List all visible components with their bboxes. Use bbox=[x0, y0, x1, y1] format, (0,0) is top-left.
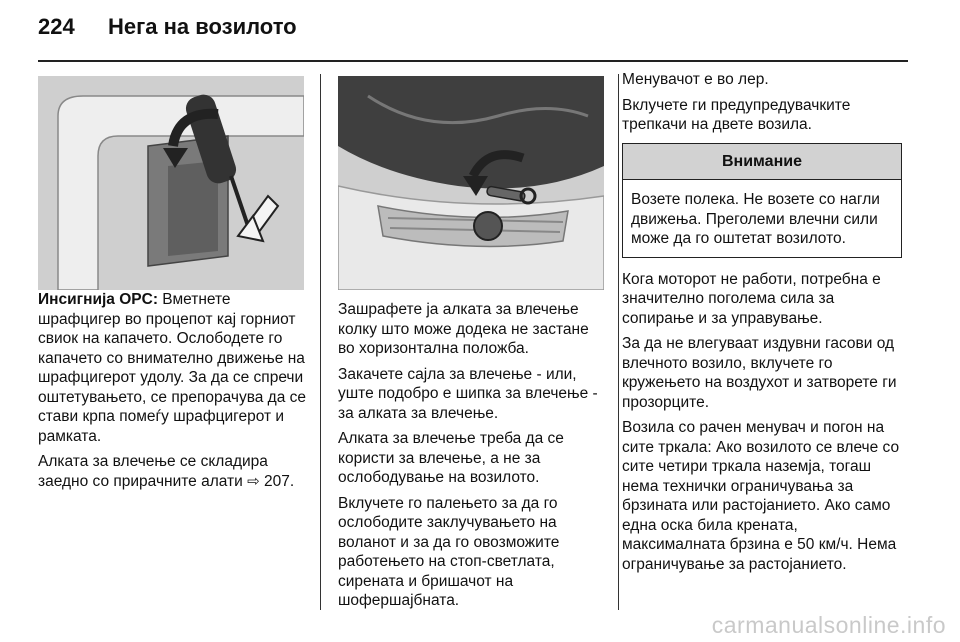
column-middle bbox=[338, 300, 606, 617]
warning-text: Возете полека. Не возете со нагли движења. Преголеми влечни сили може да го оштетат возилото. bbox=[631, 191, 880, 247]
page-header bbox=[38, 14, 908, 54]
paragraph-attach-rope: Закачете сајла за влечење - или, уште подобро е шипка за влечење - за алката за влечење. bbox=[338, 365, 598, 422]
caption-body: Вметнете шрафцигер во процепот кај горниот свиок на капачето. Ослободете го капачето со внимателно движење на шрафцигерот удолу. За да се спречи оштетувањето, се препорачува да се стави крпа помеѓу шрафцигерот и рамката. bbox=[38, 291, 307, 445]
caption-insignia-opc bbox=[38, 290, 308, 446]
bumper-illustration bbox=[338, 76, 604, 290]
arrow-ref-icon: ⇨ bbox=[247, 472, 260, 490]
chapter-title: Нега на возилото bbox=[108, 14, 297, 39]
page-reference: 207. bbox=[259, 472, 295, 490]
paragraph-4wd: Возила со рачен менувач и погон на сите тркала: Ако возилото се влече со сите четири тркала наземја, тогаш нема технички ограничувања за брзината или растојанието. Ако само една оска била кренaта, максималната брзина е 50 км/ч. Нема ограничувањe за растојанието. bbox=[622, 419, 900, 573]
header-rule bbox=[38, 60, 908, 62]
column-divider-left bbox=[320, 74, 321, 610]
paragraph-engine-off: Кога моторот не работи, потребна е значително поголема сила за сопирање и за управување. bbox=[622, 270, 881, 327]
column-right bbox=[622, 70, 902, 580]
watermark: carmanualsonline.info bbox=[711, 612, 946, 638]
paragraph-exhaust: За да не влегуваат издувни гасови од влечното возило, вклучете го кружењето на воздухот и затворете ги прозорците. bbox=[622, 335, 897, 411]
paragraph-screw-in: Зашрафете ја алката за влечење колку што може додека не застане во хоризонтална положба. bbox=[338, 301, 589, 357]
paragraph-text: Алката за влечење се складира заедно со прирачните алати bbox=[38, 453, 268, 490]
warning-box bbox=[622, 143, 902, 258]
paragraph-towing-eye-storage bbox=[38, 452, 308, 491]
caption-bold-lead: Инсигнија OPC: bbox=[38, 291, 158, 308]
paragraph-hazard-lights: Вклучете ги предупредувачките трепкачи на двете возила. bbox=[622, 96, 851, 133]
figure-screwdriver-cover bbox=[38, 76, 304, 290]
paragraph-towing-use: Алката за влечење треба да се користи за влечење, а не за ослободување на возилото. bbox=[338, 430, 564, 486]
page-number: 224 bbox=[38, 14, 75, 39]
paragraph-neutral: Менувачот е во лер. bbox=[622, 71, 769, 88]
column-left bbox=[38, 290, 308, 497]
figure-towing-eye bbox=[338, 76, 604, 290]
warning-title: Внимание bbox=[623, 144, 901, 181]
screwdriver-illustration bbox=[38, 76, 304, 290]
column-divider-right bbox=[618, 74, 619, 610]
paragraph-ignition: Вклучете го палењето за да го ослободите заклучувањето на воланот и за да го овозможите работењето на стоп-светлата, сирената и бришачот на шофершајбната. bbox=[338, 494, 560, 609]
